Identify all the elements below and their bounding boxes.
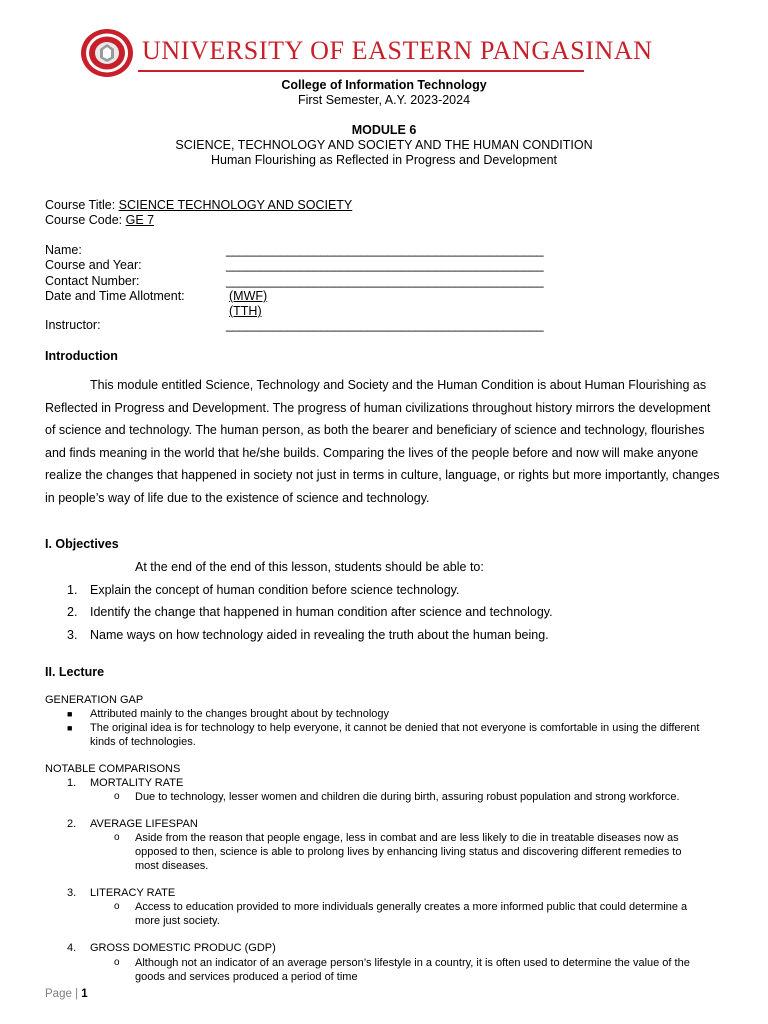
- page-separator: |: [75, 988, 79, 1000]
- course-title-value: SCIENCE TECHNOLOGY AND SOCIETY: [118, 198, 353, 212]
- objective-number: 2.: [67, 605, 78, 619]
- page-footer: [45, 988, 88, 1000]
- comparison-text: Due to technology, lesser women and children die during birth, assuring robust population and strong workforce.: [135, 791, 680, 803]
- name-field[interactable]: _______________________________________________: [226, 243, 544, 257]
- page-label: Page: [45, 988, 72, 1000]
- bullet-text: Attributed mainly to the changes brought about by technology: [90, 708, 390, 720]
- objective-text: Identify the change that happened in human condition after science and technology.: [90, 605, 553, 619]
- comparison-title: MORTALITY RATE: [90, 777, 184, 789]
- comparison-text: Access to education provided to more individuals generally creates a more informed public that could determine a: [135, 901, 688, 913]
- lecture-heading: II. Lecture: [45, 665, 105, 679]
- university-seal-logo: [80, 28, 134, 78]
- circle-bullet-icon: o: [114, 791, 120, 802]
- square-bullet-icon: ■: [67, 709, 73, 719]
- circle-bullet-icon: o: [114, 957, 120, 968]
- comparison-text: opposed to then, science is able to prolong lives by enhancing living status and discovering different remedies to: [135, 846, 682, 858]
- introduction-heading: Introduction: [45, 349, 118, 363]
- objective-text: Name ways on how technology aided in revealing the truth about the human being.: [90, 628, 549, 642]
- module-number: MODULE 6: [351, 123, 417, 137]
- course-title: [45, 198, 352, 213]
- page-number: 1: [81, 988, 88, 1000]
- module-subtitle: Human Flourishing as Reflected in Progress and Development: [210, 153, 557, 167]
- objective-text: Explain the concept of human condition before science technology.: [90, 583, 460, 597]
- circle-bullet-icon: o: [114, 832, 120, 843]
- course-year-label: Course and Year:: [45, 258, 142, 272]
- comparison-number: 2.: [67, 818, 77, 830]
- course-code: [45, 213, 154, 228]
- course-code-value: GE 7: [125, 213, 155, 227]
- comparison-text: Aside from the reason that people engage, less in combat and are less likely to die in treatable diseases now as: [135, 832, 679, 844]
- objective-item: [67, 583, 77, 598]
- objective-number: 3.: [67, 628, 78, 642]
- course-year-field[interactable]: _______________________________________________: [226, 258, 544, 272]
- bullet-text: The original idea is for technology to help everyone, it cannot be denied that not everyone is comfortable in using the different: [90, 722, 700, 734]
- date-time-label: Date and Time Allotment:: [45, 289, 185, 303]
- objective-item: [67, 628, 77, 643]
- semester: First Semester, A.Y. 2023-2024: [297, 93, 471, 107]
- notable-comparisons-title: NOTABLE COMPARISONS: [45, 763, 181, 775]
- comparison-title: LITERACY RATE: [90, 887, 176, 899]
- generation-gap-title: GENERATION GAP: [45, 694, 144, 706]
- comparison-text: more just society.: [135, 915, 220, 927]
- bullet-text-continued: kinds of technologies.: [90, 736, 196, 748]
- comparison-text: most diseases.: [135, 860, 209, 872]
- comparison-number: 3.: [67, 887, 77, 899]
- course-code-label: Course Code:: [45, 213, 126, 227]
- schedule-tth: (TTH): [229, 304, 262, 318]
- comparison-number: 4.: [67, 942, 77, 954]
- course-title-label: Course Title:: [45, 198, 119, 212]
- comparison-text: goods and services produced a period of time: [135, 971, 358, 983]
- introduction-text: This module entitled Science, Technology and Society and the Human Condition is about Human Flourishing as Reflected in Progress and Development. The progress of human civilizations throughout history mirrors the development of science and technology. The human person, as both the bearer and beneficiary of science and technology, flourishes and finds meaning in the world that he/she builds. Comparing the lives of the people before and now will make anyone realize the changes that happened in society not just in terms in culture, language, or rights but more importantly, changes in people’s way of life due to the existence of science and technology.: [45, 378, 720, 505]
- university-name: UNIVERSITY OF EASTERN PANGASINAN: [142, 36, 653, 65]
- contact-field[interactable]: _______________________________________________: [226, 274, 544, 288]
- objectives-heading: I. Objectives: [45, 537, 119, 551]
- circle-bullet-icon: o: [114, 901, 120, 912]
- objective-number: 1.: [67, 583, 78, 597]
- header-rule: [138, 70, 584, 72]
- introduction-paragraph: [45, 374, 723, 510]
- objectives-lead: At the end of the end of this lesson, students should be able to:: [135, 560, 484, 574]
- comparison-title: GROSS DOMESTIC PRODUC (GDP): [90, 942, 276, 954]
- module-title: SCIENCE, TECHNOLOGY AND SOCIETY AND THE HUMAN CONDITION: [175, 138, 593, 152]
- comparison-number: 1.: [67, 777, 77, 789]
- college-name: College of Information Technology: [281, 78, 487, 92]
- comparison-text: Although not an indicator of an average person’s lifestyle in a country, it is often used to determine the value of the: [135, 957, 690, 969]
- schedule-mwf: (MWF): [229, 289, 268, 303]
- contact-label: Contact Number:: [45, 274, 140, 288]
- instructor-label: Instructor:: [45, 318, 101, 332]
- instructor-field[interactable]: _______________________________________________: [226, 318, 544, 332]
- objective-item: [67, 605, 77, 620]
- comparison-title: AVERAGE LIFESPAN: [90, 818, 198, 830]
- square-bullet-icon: ■: [67, 723, 73, 733]
- name-label: Name:: [45, 243, 82, 257]
